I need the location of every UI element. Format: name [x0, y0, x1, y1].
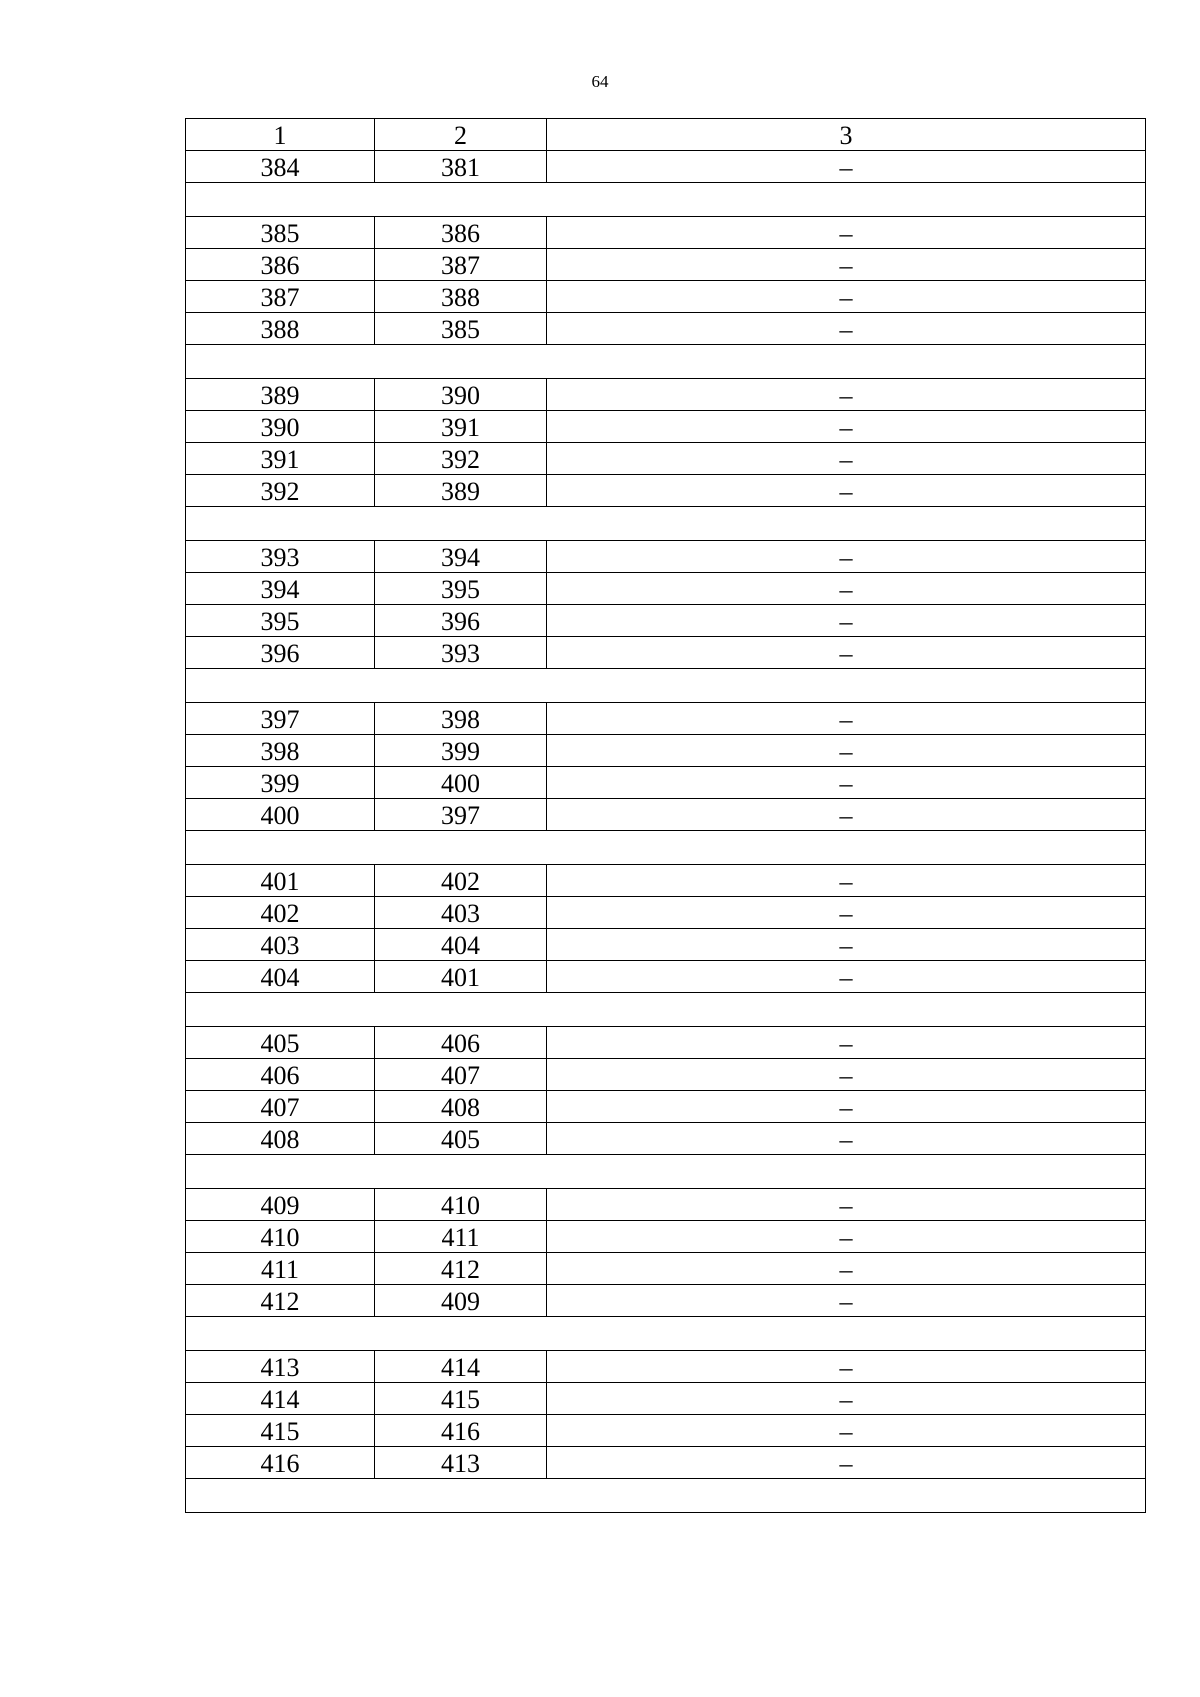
table-cell-col-1: 398 — [186, 735, 375, 767]
table-cell-col-3: – — [547, 573, 1146, 605]
table-cell-col-3: – — [547, 1383, 1146, 1415]
table-cell-col-3: – — [547, 961, 1146, 993]
table-row — [186, 573, 1146, 605]
table-cell-col-2: 397 — [375, 799, 547, 831]
table-header-row — [186, 119, 1146, 151]
table-cell-col-3: – — [547, 865, 1146, 897]
table-cell-col-1: 388 — [186, 313, 375, 345]
spacer-cell — [186, 1317, 1146, 1351]
table-cell-col-2: 388 — [375, 281, 547, 313]
table-cell-col-1: 387 — [186, 281, 375, 313]
table-cell-col-2: 416 — [375, 1415, 547, 1447]
table-cell-col-2: 408 — [375, 1091, 547, 1123]
table-row — [186, 1091, 1146, 1123]
table-cell-col-1: 405 — [186, 1027, 375, 1059]
table-cell-col-3: – — [547, 1415, 1146, 1447]
table-cell-col-1: 394 — [186, 573, 375, 605]
table-row — [186, 1253, 1146, 1285]
table-row — [186, 1351, 1146, 1383]
table-cell-col-1: 384 — [186, 151, 375, 183]
table-spacer-row — [186, 507, 1146, 541]
table-cell-col-3: – — [547, 1091, 1146, 1123]
table-cell-col-3: – — [547, 1221, 1146, 1253]
table-cell-col-3: – — [547, 313, 1146, 345]
table-cell-col-1: 410 — [186, 1221, 375, 1253]
table-row — [186, 865, 1146, 897]
table-cell-col-1: 392 — [186, 475, 375, 507]
table-spacer-row — [186, 1317, 1146, 1351]
table-row — [186, 249, 1146, 281]
table-row — [186, 1221, 1146, 1253]
table-cell-col-2: 393 — [375, 637, 547, 669]
table-cell-col-3: – — [547, 1285, 1146, 1317]
table-spacer-row — [186, 345, 1146, 379]
table-cell-col-1: 403 — [186, 929, 375, 961]
table-cell-col-1: 400 — [186, 799, 375, 831]
table-cell-col-2: 402 — [375, 865, 547, 897]
table-cell-col-1: 385 — [186, 217, 375, 249]
table-cell-col-2: 407 — [375, 1059, 547, 1091]
table-cell-col-3: – — [547, 379, 1146, 411]
table-cell-col-1: 393 — [186, 541, 375, 573]
table-row — [186, 151, 1146, 183]
table-cell-col-2: 401 — [375, 961, 547, 993]
table-cell-col-2: 406 — [375, 1027, 547, 1059]
table-cell-col-3: – — [547, 151, 1146, 183]
table-cell-col-2: 409 — [375, 1285, 547, 1317]
table-spacer-row — [186, 1479, 1146, 1513]
spacer-cell — [186, 669, 1146, 703]
table-row — [186, 605, 1146, 637]
table-cell-col-2: 381 — [375, 151, 547, 183]
table-cell-col-1: 396 — [186, 637, 375, 669]
table-row — [186, 1059, 1146, 1091]
table-cell-col-3: – — [547, 443, 1146, 475]
table-cell-col-1: 406 — [186, 1059, 375, 1091]
table-cell-col-1: 391 — [186, 443, 375, 475]
page-number: 64 — [591, 72, 609, 91]
table-row — [186, 1383, 1146, 1415]
table-row — [186, 637, 1146, 669]
table-row — [186, 281, 1146, 313]
table-cell-col-2: 412 — [375, 1253, 547, 1285]
table-row — [186, 217, 1146, 249]
table-cell-col-1: 409 — [186, 1189, 375, 1221]
table-cell-col-2: 396 — [375, 605, 547, 637]
table-cell-col-3: – — [547, 411, 1146, 443]
table-cell-col-3: – — [547, 1189, 1146, 1221]
table-cell-col-1: 415 — [186, 1415, 375, 1447]
table-cell-col-1: 407 — [186, 1091, 375, 1123]
table-cell-col-3: – — [547, 605, 1146, 637]
table-spacer-row — [186, 831, 1146, 865]
table-cell-col-3: – — [547, 929, 1146, 961]
spacer-cell — [186, 831, 1146, 865]
spacer-cell — [186, 1479, 1146, 1513]
table-row — [186, 961, 1146, 993]
table-cell-col-3: – — [547, 249, 1146, 281]
table-row — [186, 897, 1146, 929]
spacer-cell — [186, 345, 1146, 379]
table-row — [186, 1027, 1146, 1059]
table-cell-col-1: 411 — [186, 1253, 375, 1285]
table-row — [186, 735, 1146, 767]
header-cell-1: 1 — [186, 119, 375, 151]
table-body — [186, 119, 1146, 1513]
table-row — [186, 929, 1146, 961]
header-cell-2: 2 — [375, 119, 547, 151]
table-cell-col-1: 395 — [186, 605, 375, 637]
table-cell-col-3: – — [547, 281, 1146, 313]
table-row — [186, 379, 1146, 411]
table-cell-col-1: 413 — [186, 1351, 375, 1383]
table-cell-col-3: – — [547, 541, 1146, 573]
table-cell-col-2: 394 — [375, 541, 547, 573]
table-cell-col-1: 408 — [186, 1123, 375, 1155]
table-cell-col-3: – — [547, 1123, 1146, 1155]
table-cell-col-2: 411 — [375, 1221, 547, 1253]
table-cell-col-3: – — [547, 799, 1146, 831]
table-cell-col-3: – — [547, 1027, 1146, 1059]
table-cell-col-1: 404 — [186, 961, 375, 993]
table-row — [186, 703, 1146, 735]
data-table — [185, 118, 1146, 1513]
table-cell-col-2: 403 — [375, 897, 547, 929]
table-cell-col-1: 386 — [186, 249, 375, 281]
spacer-cell — [186, 183, 1146, 217]
table-cell-col-2: 400 — [375, 767, 547, 799]
table-cell-col-1: 412 — [186, 1285, 375, 1317]
table-cell-col-2: 390 — [375, 379, 547, 411]
table-spacer-row — [186, 993, 1146, 1027]
table-cell-col-2: 413 — [375, 1447, 547, 1479]
spacer-cell — [186, 1155, 1146, 1189]
table-cell-col-2: 398 — [375, 703, 547, 735]
table-cell-col-2: 395 — [375, 573, 547, 605]
table-cell-col-2: 404 — [375, 929, 547, 961]
table-cell-col-1: 390 — [186, 411, 375, 443]
table-cell-col-2: 389 — [375, 475, 547, 507]
table-cell-col-1: 401 — [186, 865, 375, 897]
table-cell-col-1: 414 — [186, 1383, 375, 1415]
table-cell-col-1: 397 — [186, 703, 375, 735]
table-row — [186, 443, 1146, 475]
table-row — [186, 541, 1146, 573]
table-cell-col-2: 387 — [375, 249, 547, 281]
table-row — [186, 411, 1146, 443]
header-cell-3: 3 — [547, 119, 1146, 151]
table-spacer-row — [186, 669, 1146, 703]
table-cell-col-2: 391 — [375, 411, 547, 443]
table-cell-col-1: 399 — [186, 767, 375, 799]
table-cell-col-3: – — [547, 475, 1146, 507]
table-cell-col-1: 402 — [186, 897, 375, 929]
table-cell-col-1: 389 — [186, 379, 375, 411]
table-cell-col-3: – — [547, 767, 1146, 799]
table-cell-col-2: 410 — [375, 1189, 547, 1221]
table-cell-col-2: 385 — [375, 313, 547, 345]
table-row — [186, 767, 1146, 799]
table-row — [186, 1189, 1146, 1221]
table-cell-col-2: 392 — [375, 443, 547, 475]
table-row — [186, 1415, 1146, 1447]
table-cell-col-3: – — [547, 637, 1146, 669]
spacer-cell — [186, 993, 1146, 1027]
table-row — [186, 1447, 1146, 1479]
table-cell-col-2: 399 — [375, 735, 547, 767]
table-spacer-row — [186, 183, 1146, 217]
table-cell-col-3: – — [547, 703, 1146, 735]
table-cell-col-2: 405 — [375, 1123, 547, 1155]
spacer-cell — [186, 507, 1146, 541]
table-cell-col-3: – — [547, 217, 1146, 249]
table-cell-col-3: – — [547, 735, 1146, 767]
table-spacer-row — [186, 1155, 1146, 1189]
table-cell-col-2: 386 — [375, 217, 547, 249]
table-row — [186, 1285, 1146, 1317]
table-row — [186, 475, 1146, 507]
table-cell-col-3: – — [547, 897, 1146, 929]
table-cell-col-2: 415 — [375, 1383, 547, 1415]
table-cell-col-1: 416 — [186, 1447, 375, 1479]
table-cell-col-3: – — [547, 1059, 1146, 1091]
table-row — [186, 1123, 1146, 1155]
table-row — [186, 313, 1146, 345]
table-cell-col-3: – — [547, 1253, 1146, 1285]
table-cell-col-3: – — [547, 1351, 1146, 1383]
table-cell-col-3: – — [547, 1447, 1146, 1479]
table-cell-col-2: 414 — [375, 1351, 547, 1383]
table-row — [186, 799, 1146, 831]
